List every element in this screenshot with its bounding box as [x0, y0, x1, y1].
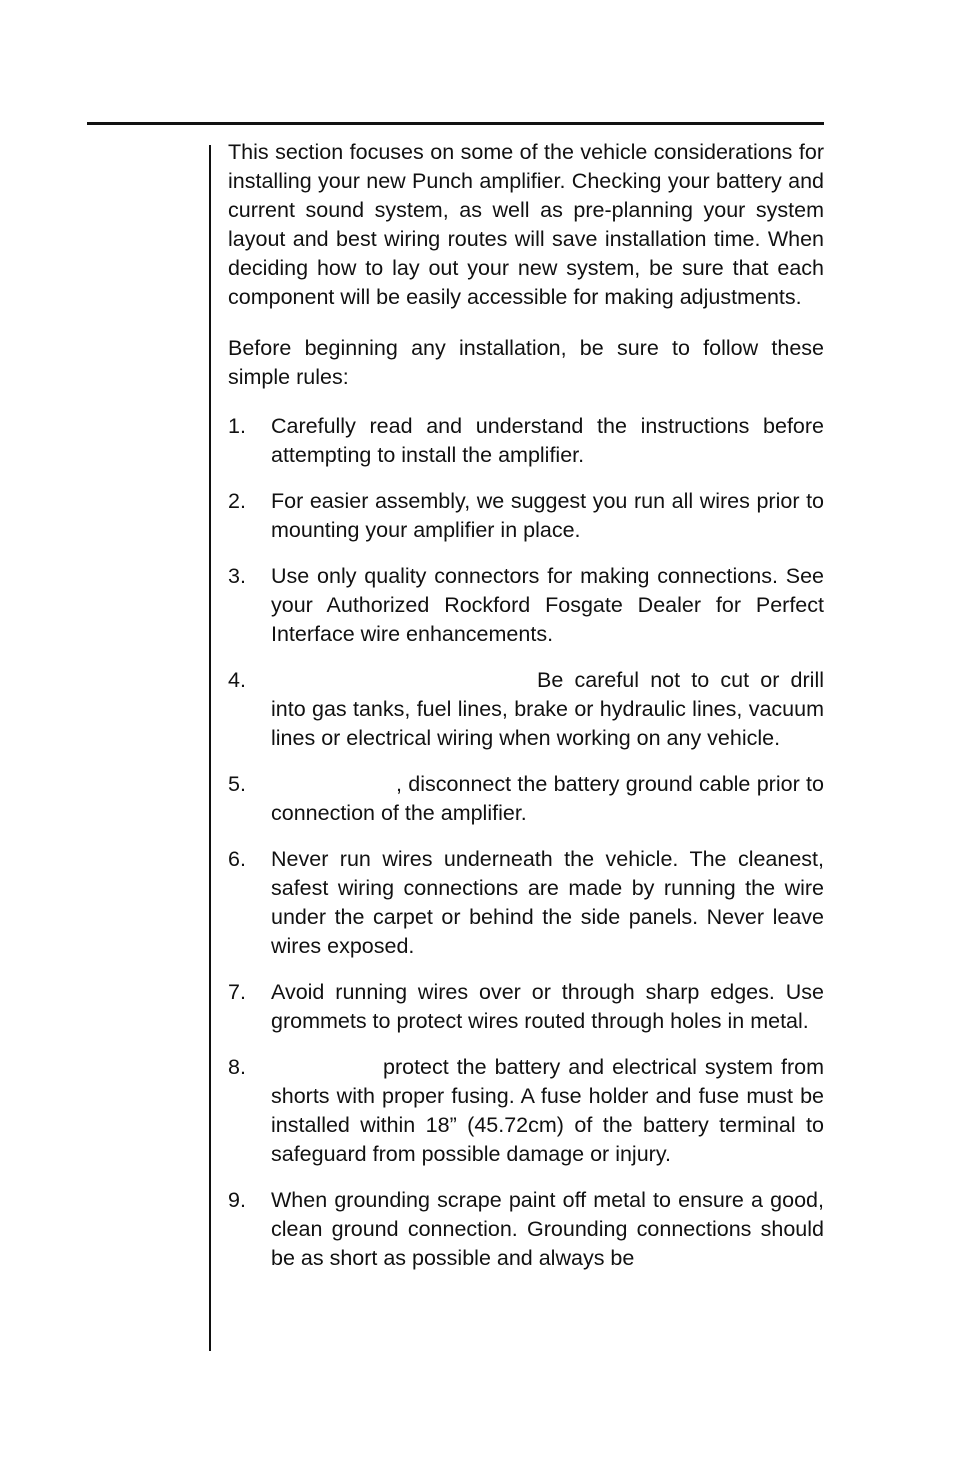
list-item [228, 1053, 824, 1169]
document-body [228, 138, 824, 1290]
list-item [228, 978, 824, 1036]
list-item-number: 7. [228, 980, 246, 1004]
list-item [228, 770, 824, 828]
list-item [228, 845, 824, 961]
list-item-number: 9. [228, 1188, 246, 1212]
list-item [228, 487, 824, 545]
list-item-text: For easier assembly, we suggest you run all wires prior to mounting your amplifier in place. [271, 489, 824, 542]
list-item [228, 1186, 824, 1273]
list-item-number: 1. [228, 414, 246, 438]
list-item-text: , disconnect the battery ground cable prior to connection of the amplifier. [271, 772, 824, 825]
list-item-number: 4. [228, 668, 246, 692]
list-item-text: Use only quality connectors for making connections. See your Authorized Rockford Fosgate Dealer for Perfect Interface wire enhancements. [271, 564, 824, 646]
list-item [228, 562, 824, 649]
top-rule [87, 122, 824, 125]
rules-intro-paragraph: Before beginning any installation, be sure to follow these simple rules: [228, 336, 824, 389]
list-item [228, 412, 824, 470]
list-item-text: Never run wires underneath the vehicle. The cleanest, safest wiring connections are made by running the wire under the carpet or behind the side panels. Never leave wires exposed. [271, 847, 824, 958]
list-item-text: Avoid running wires over or through sharp edges. Use grommets to protect wires routed through holes in metal. [271, 980, 824, 1033]
list-item-number: 8. [228, 1055, 246, 1079]
list-item-number: 5. [228, 772, 246, 796]
list-item-number: 6. [228, 847, 246, 871]
margin-bar [209, 145, 211, 1351]
list-item-text: When grounding scrape paint off metal to ensure a good, clean ground connection. Grounding connections should be as short as possible and always be [271, 1188, 824, 1270]
list-item-text: Carefully read and understand the instructions before attempting to install the amplifier. [271, 414, 824, 467]
list-item-text: protect the battery and electrical system from shorts with proper fusing. A fuse holder and fuse must be installed within 18” (45.72cm) of the battery terminal to safeguard from possible damage or injury. [271, 1055, 824, 1166]
list-item [228, 666, 824, 753]
list-item-number: 3. [228, 564, 246, 588]
list-item-number: 2. [228, 489, 246, 513]
intro-paragraph: This section focuses on some of the vehicle considerations for installing your new Punch amplifier. Checking your battery and current sound system, as well as pre-planning your system layout and best wiring routes will save installation time. When deciding how to lay out your new system, be sure that each component will be easily accessible for making adjustments. [228, 140, 824, 309]
rules-list [228, 412, 824, 1273]
list-item-text: Be careful not to cut or drill into gas tanks, fuel lines, brake or hydraulic lines, vacuum lines or electrical wiring when working on any vehicle. [271, 668, 824, 750]
